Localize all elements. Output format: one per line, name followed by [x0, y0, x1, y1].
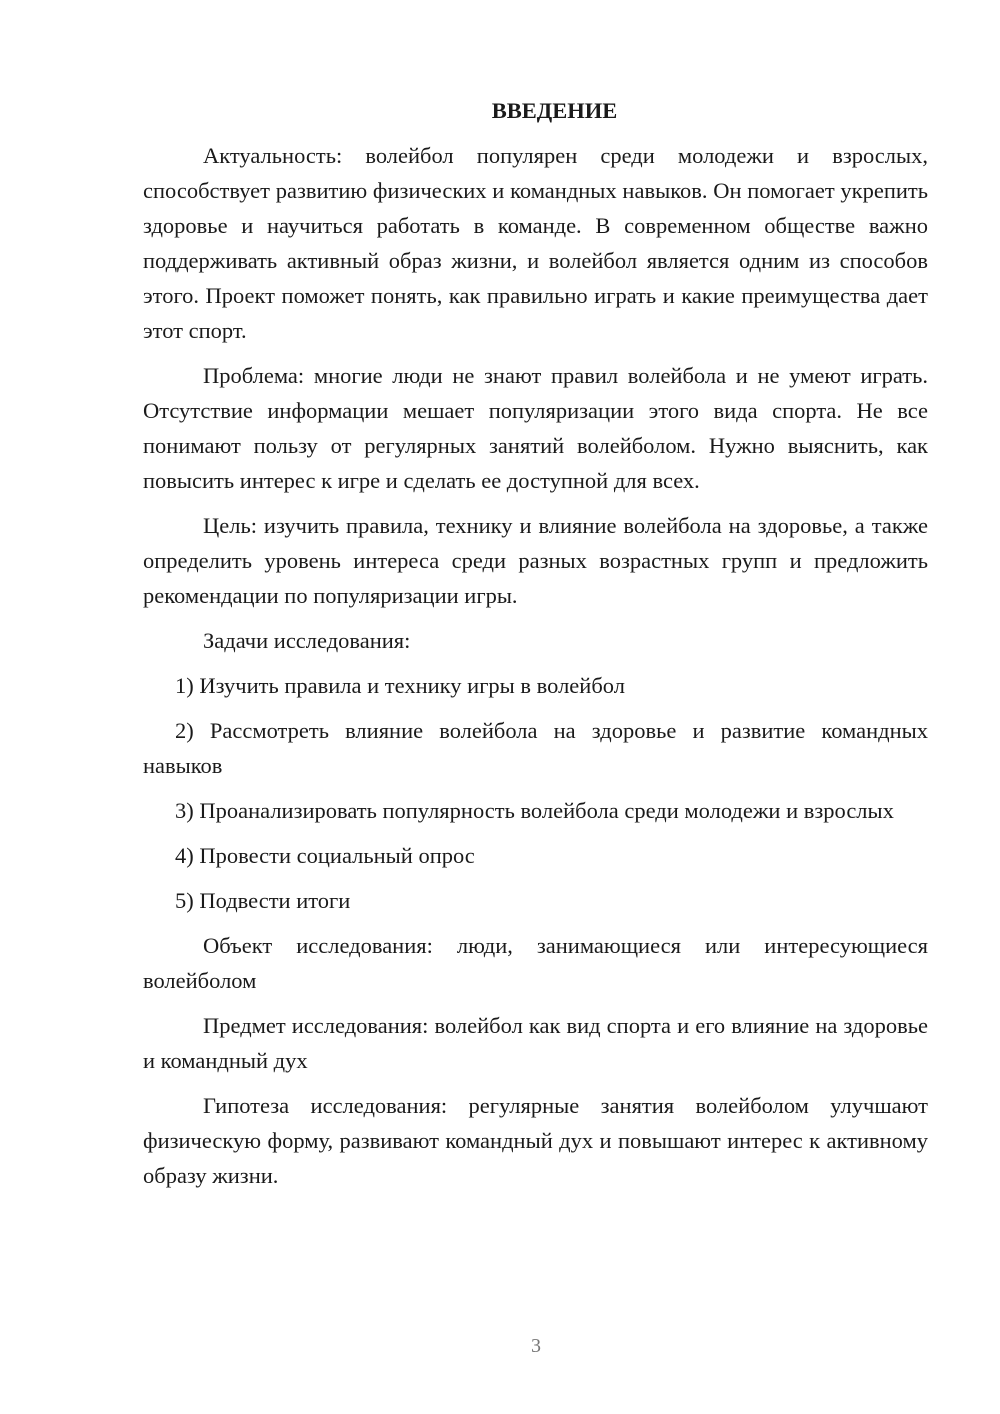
tasks-title: Задачи исследования: — [203, 628, 411, 653]
object-paragraph: Объект исследования: люди, занимающиеся или интересующиеся волейболом — [143, 933, 928, 993]
section-heading: ВВЕДЕНИЕ — [491, 98, 618, 123]
page-number: 3 — [531, 1335, 541, 1357]
hypothesis-paragraph: Гипотеза исследования: регулярные занятия волейболом улучшают физическую форму, развивают командный дух и повышают интерес к активному образу жизни. — [143, 1093, 928, 1188]
task-item: 4) Провести социальный опрос — [175, 843, 475, 868]
subject-paragraph: Предмет исследования: волейбол как вид спорта и его влияние на здоровье и командный дух — [143, 1013, 928, 1073]
task-item: 3) Проанализировать популярность волейбола среди молодежи и взрослых — [175, 798, 894, 823]
task-item: 5) Подвести итоги — [175, 888, 351, 913]
problem-paragraph: Проблема: многие люди не знают правил волейбола и не умеют играть. Отсутствие информации мешает популяризации этого вида спорта. Не все понимают пользу от регулярных занятий волейболом. Нужно выяснить, как повысить интерес к игре и сделать ее доступной для всех. — [143, 363, 928, 493]
page-content — [143, 93, 928, 1203]
task-item: 1) Изучить правила и технику игры в волейбол — [175, 673, 625, 698]
task-item: 2) Рассмотреть влияние волейбола на здоровье и развитие командных навыков — [143, 718, 928, 778]
goal-paragraph: Цель: изучить правила, технику и влияние волейбола на здоровье, а также определить уровень интереса среди разных возрастных групп и предложить рекомендации по популяризации игры. — [143, 513, 928, 608]
relevance-paragraph: Актуальность: волейбол популярен среди молодежи и взрослых, способствует развитию физических и командных навыков. Он помогает укрепить здоровье и научиться работать в команде. В современном обществе важно поддерживать активный образ жизни, и волейбол является одним из способов этого. Проект поможет понять, как правильно играть и какие преимущества дает этот спорт. — [143, 143, 928, 343]
